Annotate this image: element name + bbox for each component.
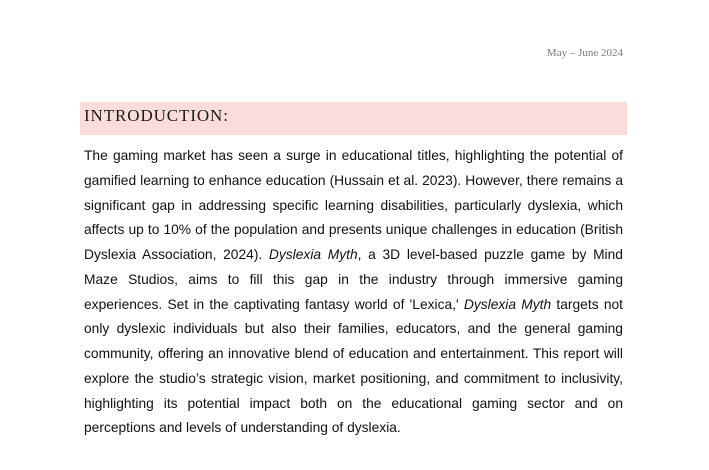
game-title-italic: Dyslexia Myth <box>268 247 358 262</box>
paragraph-text-part-2: , a 3D level-based puzzle game by Mind Maze Studios, aims to fill this gap in the industry through immersive gaming experiences. Set in the captivating fantasy world of 'Lexica,' <box>84 247 623 312</box>
game-title-italic: Dyslexia Myth <box>463 296 552 312</box>
header-date-range: May – June 2024 <box>546 47 623 59</box>
section-heading: INTRODUCTION: <box>84 106 229 125</box>
section-heading-band <box>80 102 627 135</box>
introduction-paragraph <box>84 144 623 441</box>
paragraph-text-part-1: The gaming market has seen a surge in educational titles, highlighting the potential of gamified learning to enhance education (Hussain et al. 2023). However, there remains a significant gap in addressing specific learning disabilities, particularly dyslexia, which affects up to 10% of the population and presents unique challenges in education (British Dyslexia Association, 2024). <box>84 148 623 262</box>
paragraph-text-part-3: targets not only dyslexic individuals but also their families, educators, and the general gaming community, offering an innovative blend of education and entertainment. This report will explore the studio’s strategic vision, market positioning, and commitment to inclusivity, highlighting its potential impact both on the educational gaming sector and on perceptions and levels of understanding of dyslexia. <box>84 296 624 436</box>
